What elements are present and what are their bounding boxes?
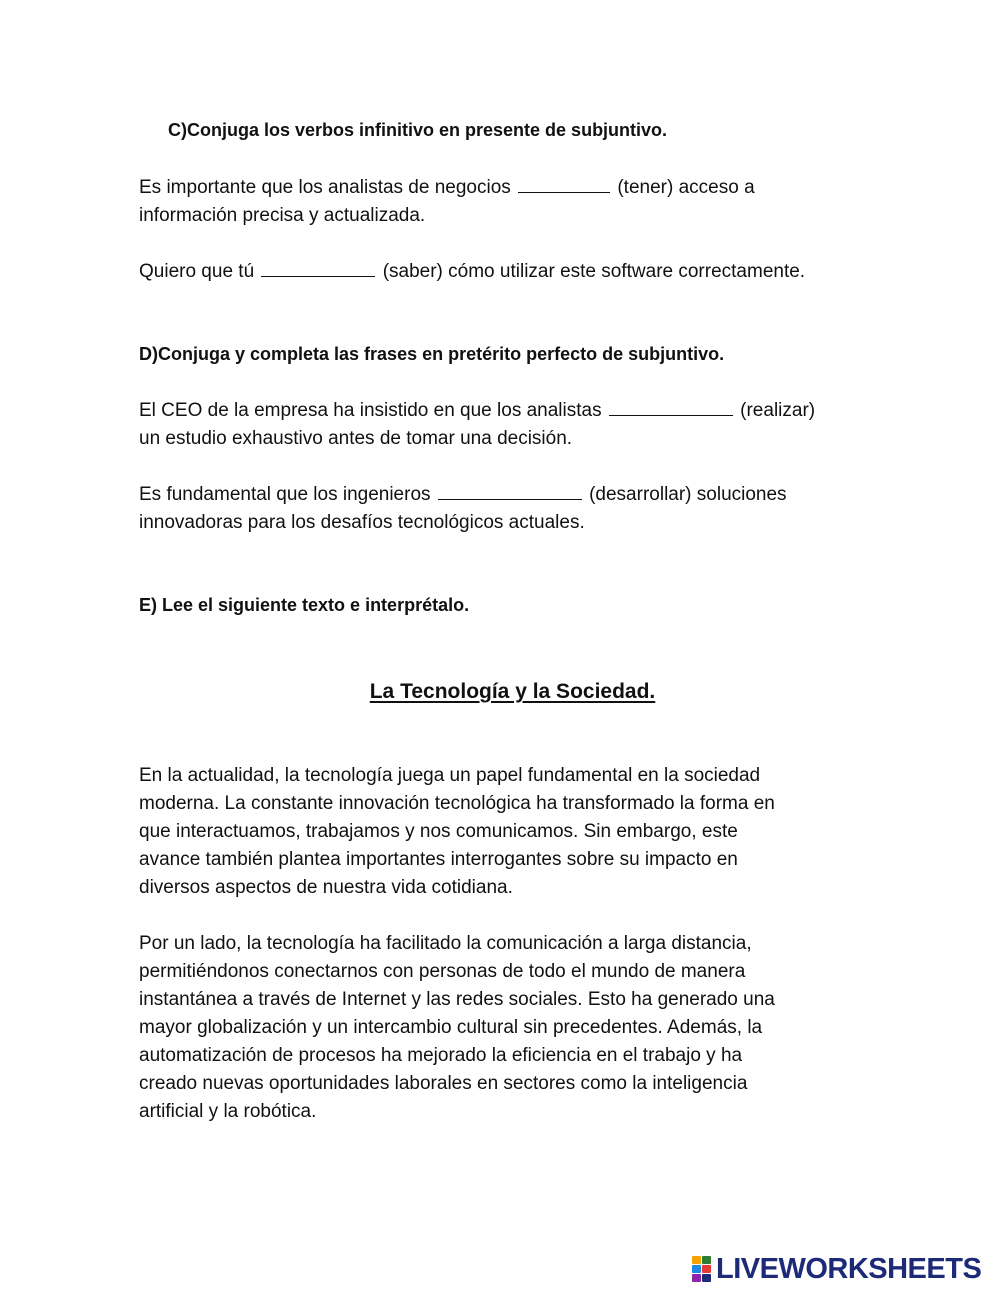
answer-blank[interactable] xyxy=(609,395,733,416)
section-c-sentence-2 xyxy=(139,256,869,286)
reading-title-text: La Tecnología y la Sociedad. xyxy=(369,680,656,703)
section-e-heading: E) Lee el siguiente texto e interprétalo. xyxy=(139,595,470,615)
reading-title xyxy=(0,676,1000,708)
paragraph-line: avance también plantea importantes interrogantes sobre su impacto en xyxy=(139,849,738,870)
answer-blank[interactable] xyxy=(438,479,582,500)
sentence-text-before: Es fundamental que los ingenieros xyxy=(139,484,431,505)
answer-blank[interactable] xyxy=(261,256,375,277)
paragraph-line: permitiéndonos conectarnos con personas de todo el mundo de manera xyxy=(139,961,746,982)
section-c-sentence-1 xyxy=(139,172,869,230)
sentence-text-line2: innovadoras para los desafíos tecnológicos actuales. xyxy=(139,512,585,533)
section-d-sentence-1 xyxy=(139,395,869,453)
sentence-text-before: El CEO de la empresa ha insistido en que los analistas xyxy=(139,400,602,421)
sentence-text-line2: un estudio exhaustivo antes de tomar una decisión. xyxy=(139,428,573,449)
section-c-heading: C)Conjuga los verbos infinitivo en presente de subjuntivo. xyxy=(168,120,668,140)
sentence-text-before: Es importante que los analistas de negocios xyxy=(139,177,511,198)
paragraph-line: moderna. La constante innovación tecnológica ha transformado la forma en xyxy=(139,793,775,814)
paragraph-line: En la actualidad, la tecnología juega un papel fundamental en la sociedad xyxy=(139,765,761,786)
paragraph-line: artificial y la robótica. xyxy=(139,1101,317,1122)
section-d-heading: D)Conjuga y completa las frases en pretérito perfecto de subjuntivo. xyxy=(139,344,725,364)
liveworksheets-brand[interactable] xyxy=(692,1254,981,1284)
liveworksheets-logo-icon xyxy=(692,1256,712,1282)
paragraph-line: automatización de procesos ha mejorado la eficiencia en el trabajo y ha xyxy=(139,1045,743,1066)
paragraph-line: instantánea a través de Internet y las redes sociales. Esto ha generado una xyxy=(139,989,775,1010)
paragraph-line: diversos aspectos de nuestra vida cotidiana. xyxy=(139,877,513,898)
paragraph-line: Por un lado, la tecnología ha facilitado la comunicación a larga distancia, xyxy=(139,933,752,954)
answer-blank[interactable] xyxy=(518,172,610,193)
paragraph-line: creado nuevas oportunidades laborales en sectores como la inteligencia xyxy=(139,1073,748,1094)
sentence-text-after: (saber) cómo utilizar este software correctamente. xyxy=(382,261,806,282)
sentence-text-after: (realizar) xyxy=(740,400,816,421)
reading-paragraph-1 xyxy=(139,762,869,902)
paragraph-line: que interactuamos, trabajamos y nos comunicamos. Sin embargo, este xyxy=(139,821,738,842)
brand-name: LIVEWORKSHEETS xyxy=(716,1253,982,1285)
sentence-text-line2: información precisa y actualizada. xyxy=(139,205,426,226)
sentence-text-after: (desarrollar) soluciones xyxy=(589,484,787,505)
sentence-text-before: Quiero que tú xyxy=(139,261,255,282)
reading-paragraph-2 xyxy=(139,930,869,1126)
sentence-text-after: (tener) acceso a xyxy=(617,177,755,198)
paragraph-line: mayor globalización y un intercambio cultural sin precedentes. Además, la xyxy=(139,1017,763,1038)
section-d-sentence-2 xyxy=(139,479,869,537)
